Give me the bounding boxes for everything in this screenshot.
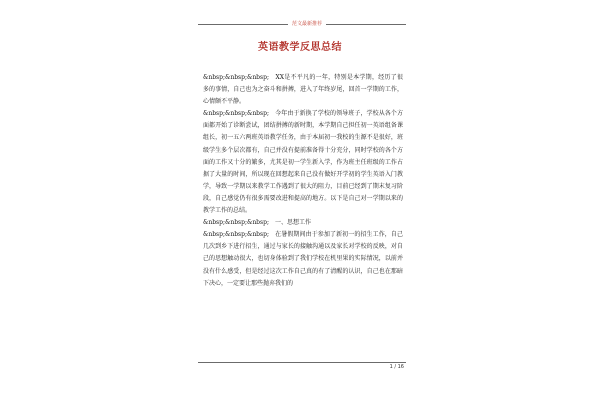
- document-body: [203, 72, 403, 290]
- header-label: 范文最新推荐: [288, 19, 326, 29]
- page-number: 1 / 16: [389, 364, 404, 370]
- paragraph: &nbsp;&nbsp;&nbsp; 今年由于新换了学校的领导班子，学校从各个方面都开始了诊断尝试，团结拼搏的新时期，本学期自己担任初一英语组备课组长，初一五六两班英语教学任务，由于本届初一我校的生源不是很好，班级学生多个层次都有，自己并没有提前准备得十分充分，同时学校的各个方面的工作又十分的繁多，尤其是初一学生新入学，作为班主任班级的工作占据了大量的时间，所以现在回想起来自己没有做好开学初的学生英语入门教学，导致一学期以来教学工作遇到了很大的阻力，目前已经到了期末复习阶段，自己感觉仍有很多需要改进和提高的地方。以下是自己对一学期以来的教学工作的总结。: [203, 110, 403, 215]
- paragraph: &nbsp;&nbsp;&nbsp; XX是不平凡的一年，特别是本学期，经历了很多的事情，自己也为之奋斗和拼搏，进入了年终岁尾，回首一学期的工作，心情颇不平静。: [203, 74, 403, 106]
- paragraph: &nbsp;&nbsp;&nbsp; 在暑假期间由于参加了新初一的招生工作，自己几次到乡下进行招生，通过与家长的接触沟通以及家长对学校的反映，对自己的思想触动很大，也切身体验到了我们学校在机里果的实际情况，以前并没有什么感受，但是经过这次工作自己真的有了清醒的认识，自己也在那暗下决心，一定要让那些抛弃我们的: [203, 231, 403, 287]
- section-heading: &nbsp;&nbsp;&nbsp; 一、思想工作: [203, 219, 311, 227]
- document-title: 英语教学反思总结: [258, 42, 342, 53]
- footer-rule: [198, 362, 406, 363]
